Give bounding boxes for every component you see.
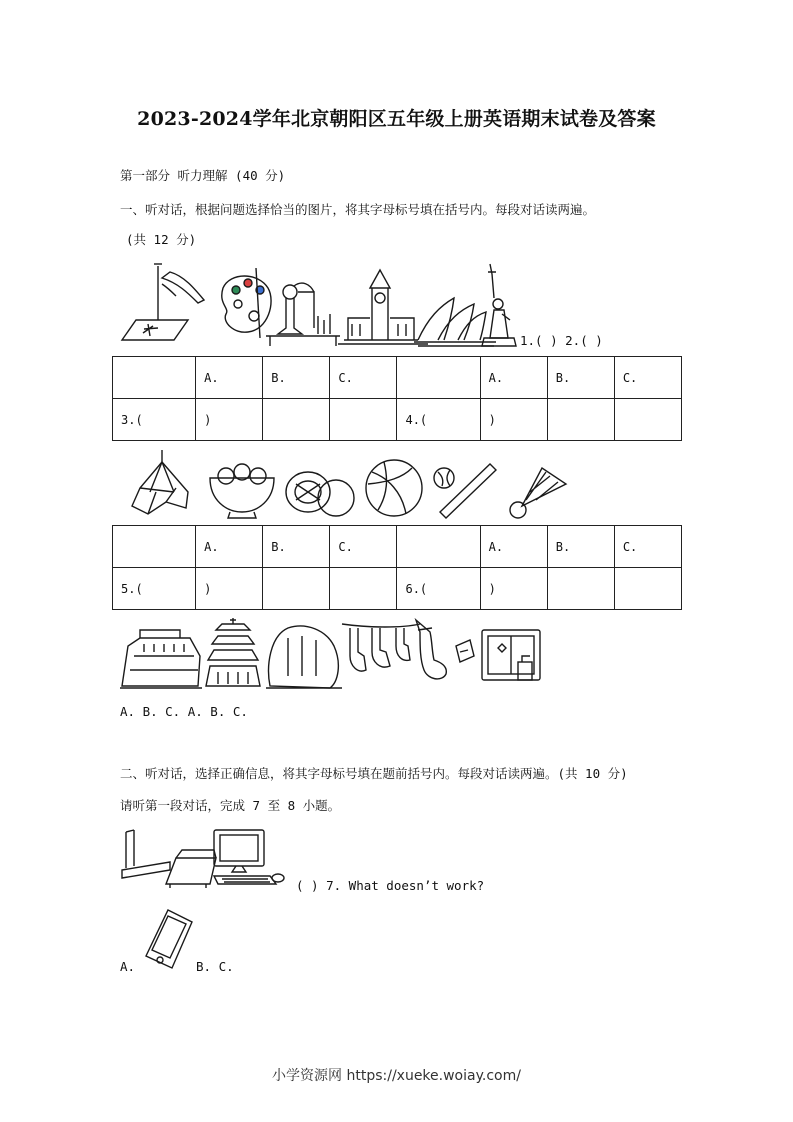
science-lab-icon (266, 283, 340, 346)
shuttlecock-icon (510, 468, 566, 518)
table-cell: ) (196, 568, 263, 610)
page-title: 2023-2024学年北京朝阳区五年级上册英语期末试卷及答案 (137, 108, 656, 130)
picture-row-3 (120, 616, 550, 692)
answer-table-2 (112, 525, 682, 610)
cleaning-window-icon (456, 630, 540, 680)
table-cell: ) (196, 399, 263, 441)
table-cell: C. (614, 526, 681, 568)
part-heading: 第一部分 听力理解 (40 分) (120, 168, 286, 183)
table-cell: B. (547, 526, 614, 568)
table-cell (614, 399, 681, 441)
mobile-phone-icon (146, 910, 192, 968)
q7-options-b-c: B. C. (196, 959, 234, 974)
footer-website: 小学资源网 https://xueke.woiay.com/ (272, 1068, 521, 1084)
table-cell: B. (263, 526, 330, 568)
computer-tower-icon (122, 830, 170, 878)
table-cell: 6.( (397, 568, 480, 610)
section1-points: (共 12 分) (126, 232, 197, 247)
desktop-monitor-icon (214, 830, 284, 884)
table-row (113, 357, 682, 399)
table-cell (263, 399, 330, 441)
table-cell: B. (263, 357, 330, 399)
table-cell: C. (614, 357, 681, 399)
mooncake-icon (286, 472, 354, 516)
section2-subinstructions: 请听第一段对话，完成 7 至 8 小题。 (120, 798, 341, 813)
table-cell (113, 357, 196, 399)
table-cell: 4.( (397, 399, 480, 441)
tangyuan-bowl-icon (210, 464, 274, 518)
potala-palace-icon (120, 630, 202, 688)
table-cell (330, 399, 397, 441)
table-cell (330, 568, 397, 610)
table-row (113, 568, 682, 610)
picture-options-labels: A. B. C. A. B. C. (120, 704, 248, 719)
table-cell: A. (196, 357, 263, 399)
question-7: ( ) 7. What doesn’t work? (296, 878, 485, 893)
table-cell (397, 357, 480, 399)
table-cell: A. (480, 526, 547, 568)
big-ben-icon (338, 270, 428, 344)
sock-icon (416, 620, 446, 679)
section2-instructions: 二、听对话，选择正确信息，将其字母标号填在题前括号内。每段对话读两遍。(共 10 分) (120, 766, 628, 781)
table-cell (397, 526, 480, 568)
printer-icon (166, 850, 216, 888)
answer-table-1 (112, 356, 682, 441)
table-cell: C. (330, 526, 397, 568)
table-cell (547, 399, 614, 441)
chinese-tower-icon (206, 618, 260, 686)
table-cell (547, 568, 614, 610)
q7-option-a: A. (120, 959, 136, 974)
socks-on-line-icon (342, 624, 420, 671)
table-cell: A. (196, 526, 263, 568)
drawing-hand-icon (122, 264, 204, 340)
table-cell: 5.( (113, 568, 196, 610)
table-cell: ) (480, 568, 547, 610)
zongzi-icon (132, 450, 188, 514)
baseball-bat-icon (434, 464, 496, 518)
table-cell: 3.( (113, 399, 196, 441)
computer-picture (120, 828, 290, 890)
statue-of-liberty-icon (482, 264, 516, 346)
picture-row-2 (126, 448, 576, 523)
table-cell: A. (480, 357, 547, 399)
table-cell (263, 568, 330, 610)
section1-instructions: 一、听对话，根据问题选择恰当的图片，将其字母标号填在括号内。每段对话读两遍。 (120, 202, 596, 217)
picture-row-1 (118, 258, 528, 348)
phone-picture (140, 908, 200, 972)
table-cell: ) (480, 399, 547, 441)
table-cell (614, 568, 681, 610)
q1-q2-answer-brackets: 1.( ) 2.( ) (520, 333, 603, 348)
table-row (113, 526, 682, 568)
carved-rock-icon (266, 626, 342, 688)
table-cell: B. (547, 357, 614, 399)
paint-palette-icon (222, 268, 271, 338)
table-cell: C. (330, 357, 397, 399)
volleyball-icon (366, 460, 422, 516)
table-row (113, 399, 682, 441)
table-cell (113, 526, 196, 568)
